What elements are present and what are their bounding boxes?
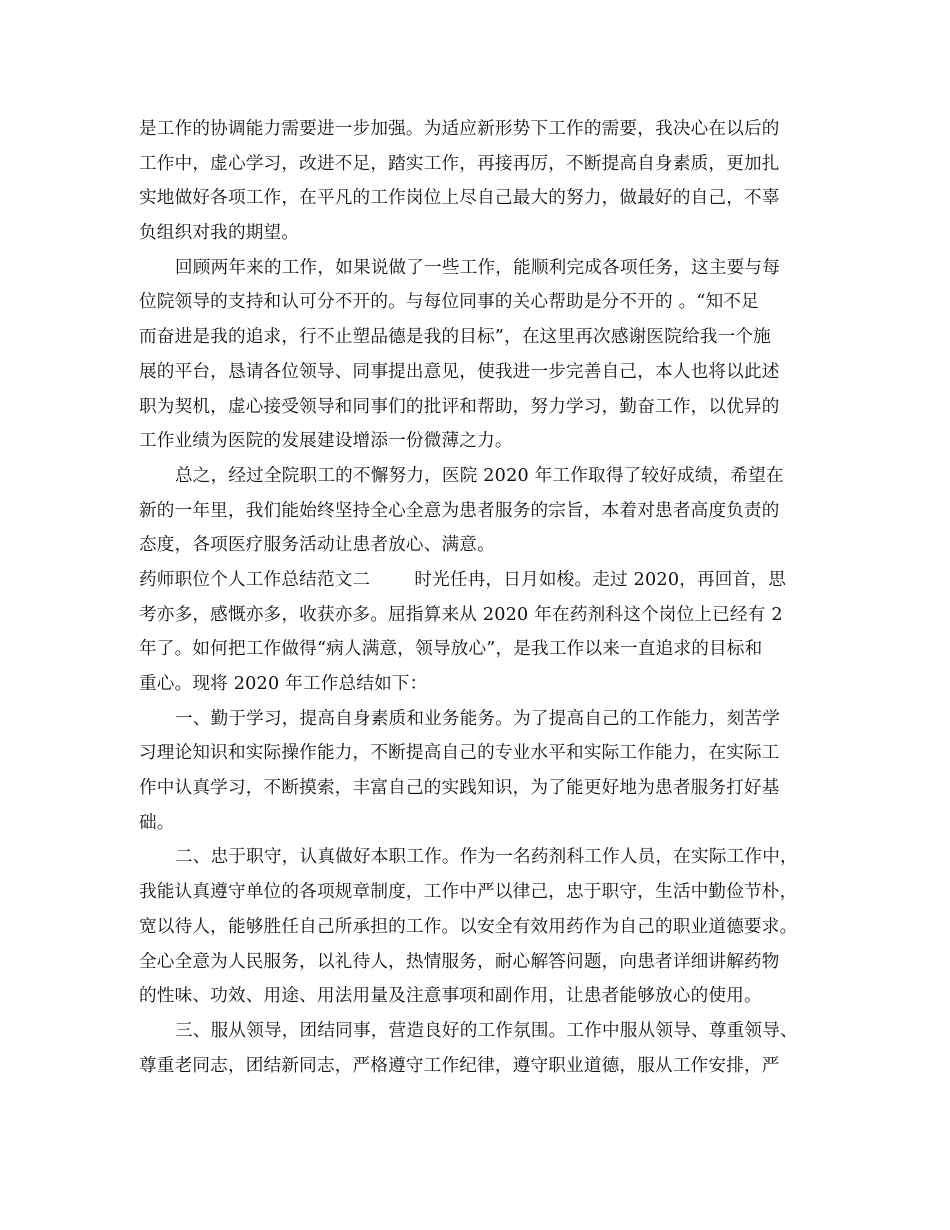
- document-body-part2: [139, 598, 811, 1084]
- text-line: 职为契机，虚心接受领导和同事们的批评和帮助，努力学习，勤奋工作，以优异的: [139, 396, 780, 417]
- text-line: 态度，各项医疗服务活动让患者放心、满意。: [139, 535, 495, 556]
- text-line: 础。: [139, 812, 175, 833]
- text-line: 新的一年里，我们能始终坚持全心全意为患者服务的宗旨，本着对患者高度负责的: [139, 500, 780, 521]
- text-line: 全心全意为人民服务，以礼待人，热情服务，耐心解答问题，向患者详细讲解药物: [139, 951, 780, 972]
- text-line: 实地做好各项工作，在平凡的工作岗位上尽自己最大的努力，做最好的自己，不辜: [139, 188, 780, 209]
- text-line: 展的平台，恳请各位领导、同事提出意见，使我进一步完善自己，本人也将以此述: [139, 361, 780, 382]
- text-line: 二、忠于职守，认真做好本职工作。作为一名药剂科工作人员，在实际工作中，: [175, 847, 798, 868]
- text-line: 负组织对我的期望。: [139, 223, 300, 244]
- text-line: 总之，经过全院职工的不懈努力，医院 2020 年工作取得了较好成绩，希望在: [175, 465, 784, 486]
- text-line: 位院领导的支持和认可分不开的。与每位同事的关心帮助是分不开的 。“知不足: [139, 292, 759, 313]
- section-title: 药师职位个人工作总结范文二: [139, 569, 371, 590]
- text-line: 回顾两年来的工作，如果说做了一些工作，能顺利完成各项任务，这主要与每: [175, 257, 780, 278]
- text-line: 工作中，虚心学习，改进不足，踏实工作，再接再厉，不断提高自身素质，更加扎: [139, 153, 780, 174]
- text-line: 宽以待人，能够胜任自己所承担的工作。以安全有效用药作为自己的职业道德要求。: [139, 916, 798, 937]
- text-line: 尊重老同志，团结新同志，严格遵守工作纪律，遵守职业道德，服从工作安排，严: [139, 1055, 780, 1076]
- text-line: 我能认真遵守单位的各项规章制度，工作中严以律己，忠于职守，生活中勤俭节朴，: [139, 882, 798, 903]
- text-line: 是工作的协调能力需要进一步加强。为适应新形势下工作的需要，我决心在以后的: [139, 119, 780, 139]
- text-line: 工作业绩为医院的发展建设增添一份微薄之力。: [139, 431, 513, 452]
- text-line: 年了。如何把工作做得“病人满意，领导放心”，是我工作以来一直追求的目标和: [139, 639, 763, 660]
- document-body-part1: [139, 112, 811, 563]
- section-title-line: [139, 563, 811, 598]
- text-line: 重心。现将 2020 年工作总结如下：: [139, 674, 428, 694]
- text-line: 考亦多，感慨亦多，收获亦多。屈指算来从 2020 年在药剂科这个岗位上已经有 2: [139, 604, 783, 625]
- text-line: 作中认真学习，不断摸索，丰富自己的实践知识，为了能更好地为患者服务打好基: [139, 778, 780, 799]
- section-first-line: 时光任冉，日月如梭。走过 2020，再回首，思: [414, 569, 786, 590]
- text-line: 一、勤于学习，提高自身素质和业务能务。为了提高自己的工作能力，刻苦学: [175, 708, 780, 729]
- text-line: 三、服从领导，团结同事，营造良好的工作氛围。工作中服从领导、尊重领导、: [175, 1020, 798, 1041]
- text-line: 的性味、功效、用途、用法用量及注意事项和副作用，让患者能够放心的使用。: [139, 986, 762, 1007]
- text-line: 而奋进是我的追求，行不止塑品德是我的目标”，在这里再次感谢医院给我一个施: [139, 327, 771, 348]
- text-line: 习理论知识和实际操作能力，不断提高自己的专业水平和实际工作能力，在实际工: [139, 743, 780, 764]
- document-page: [139, 112, 811, 1083]
